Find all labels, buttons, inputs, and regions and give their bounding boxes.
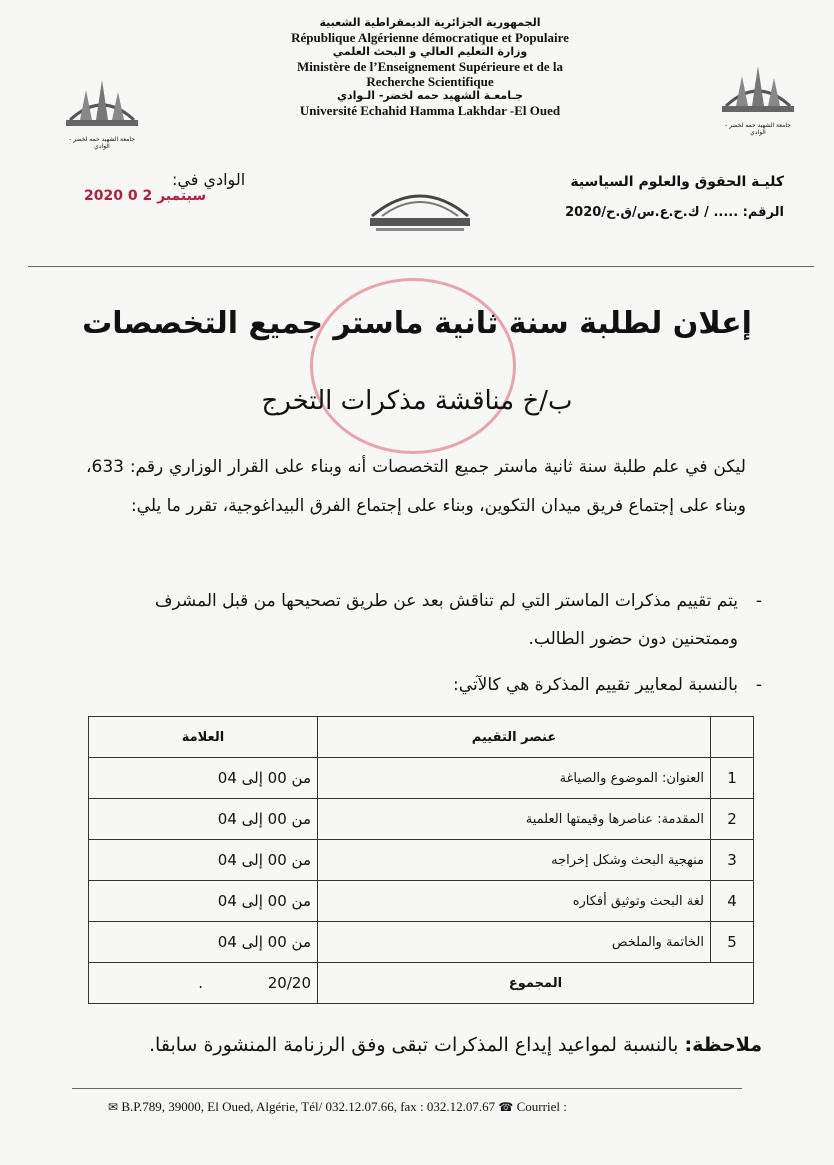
mail-icon: ✉ <box>108 1100 119 1114</box>
announcement-paragraph: ليكن في علم طلبة سنة ثانية ماستر جميع التخصصات أنه وبناء على القرار الوزاري رقم: 633، وبناء على إجتماع فريق ميدان التكوين، وبناء على إجتماع الفرق البيداغوجية، تقرر ما يلي: <box>86 457 746 516</box>
bullet-text: يتم تقييم مذكرات الماستر التي لم تناقش بعد عن طريق تصحيحها من قبل المشرف وممتحنين دون حضور الطالب. <box>154 591 738 649</box>
header-ar-university: جـامعـة الشهيد حمه لخضر- الـوادي <box>336 89 524 102</box>
email-icon: ☎ <box>498 1100 514 1114</box>
announcement-subtitle: ب/خ مناقشة مذكرات التخرج <box>261 386 573 416</box>
official-stamp <box>310 278 516 454</box>
table-row <box>89 881 754 922</box>
bullet-dash: - <box>755 591 762 611</box>
total-label: المجموع <box>318 963 754 1004</box>
university-logo-icon <box>62 70 142 132</box>
table-header-mark: العلامة <box>89 717 318 758</box>
row-mark: من 00 إلى 04 <box>89 799 318 840</box>
bullet-dash: - <box>755 675 762 695</box>
bullet-item <box>88 582 762 658</box>
announcement-title: إعلان لطلبة سنة ثانية ماستر جميع التخصصات <box>82 306 752 341</box>
row-mark: من 00 إلى 04 <box>89 840 318 881</box>
total-value: 20/20 <box>267 974 311 992</box>
row-num: 3 <box>711 840 754 881</box>
faculty-name: كليـة الحقوق والعلوم السياسية <box>570 174 784 190</box>
table-header-item: عنصر التقييم <box>318 717 711 758</box>
total-dot: . <box>198 974 203 992</box>
date-stamp: 2020 سبتمبر 2 0 <box>84 188 207 204</box>
faculty-emblem-icon <box>362 176 478 240</box>
row-mark: من 00 إلى 04 <box>89 922 318 963</box>
footer-address: B.P.789, 39000, El Oued, Algérie, Tél/ 032.12.07.66, fax : 032.12.07.67 <box>121 1099 496 1114</box>
header-ar-republic: الجمهورية الجزائرية الديمقراطية الشعبية <box>319 16 541 29</box>
row-mark: من 00 إلى 04 <box>89 758 318 799</box>
header-fr-republic: République Algérienne démocratique et Populaire <box>291 30 569 45</box>
logo-caption-right: جامعة الشهيد حمه لخضر - الوادي <box>725 122 791 136</box>
row-num: 1 <box>711 758 754 799</box>
row-item: المقدمة: عناصرها وقيمتها العلمية <box>318 799 711 840</box>
row-num: 4 <box>711 881 754 922</box>
faculty-logo <box>362 176 478 240</box>
row-item: لغة البحث وتوثيق أفكاره <box>318 881 711 922</box>
table-row <box>89 799 754 840</box>
institution-header <box>230 16 630 118</box>
row-num: 2 <box>711 799 754 840</box>
reference-number: الرقم: ..... / ك.ح.ع.س/ق.ح/2020 <box>565 205 784 220</box>
evaluation-table <box>88 716 754 1004</box>
table-row <box>89 758 754 799</box>
bullet-item <box>88 666 762 704</box>
table-total-row <box>89 963 754 1004</box>
place-date-label: الوادي في: <box>172 170 246 189</box>
row-item: منهجية البحث وشكل إخراجه <box>318 840 711 881</box>
header-ar-ministry: وزارة التعليم العالي و البحث العلمي <box>332 45 528 58</box>
university-logo-right <box>718 56 798 136</box>
table-header-row <box>89 717 754 758</box>
total-cell <box>89 963 318 1004</box>
header-fr-ministry-1: Ministère de l’Enseignement Supérieure et de la <box>297 59 563 74</box>
row-item: العنوان: الموضوع والصياغة <box>318 758 711 799</box>
footer-contact <box>108 1099 567 1115</box>
row-mark: من 00 إلى 04 <box>89 881 318 922</box>
bullet-text: بالنسبة لمعايير تقييم المذكرة هي كالآتي: <box>453 675 738 695</box>
row-num: 5 <box>711 922 754 963</box>
note-text: بالنسبة لمواعيد إيداع المذكرات تبقى وفق الرزنامة المنشورة سابقا. <box>149 1034 685 1056</box>
footer-divider <box>72 1088 742 1089</box>
note <box>149 1034 762 1056</box>
row-item: الخاتمة والملخص <box>318 922 711 963</box>
note-label: ملاحظة: <box>684 1034 762 1056</box>
table-row <box>89 840 754 881</box>
header-divider <box>28 266 814 267</box>
table-row <box>89 922 754 963</box>
header-fr-ministry-2: Recherche Scientifique <box>366 74 494 89</box>
footer-courriel: Courriel : <box>516 1099 567 1114</box>
logo-caption-left: جامعة الشهيد حمه لخضر - الوادي <box>69 136 135 150</box>
university-logo-left <box>62 70 142 150</box>
university-logo-icon <box>718 56 798 118</box>
header-fr-university: Université Echahid Hamma Lakhdar -El Oued <box>299 103 561 118</box>
table-header-num <box>711 717 754 758</box>
